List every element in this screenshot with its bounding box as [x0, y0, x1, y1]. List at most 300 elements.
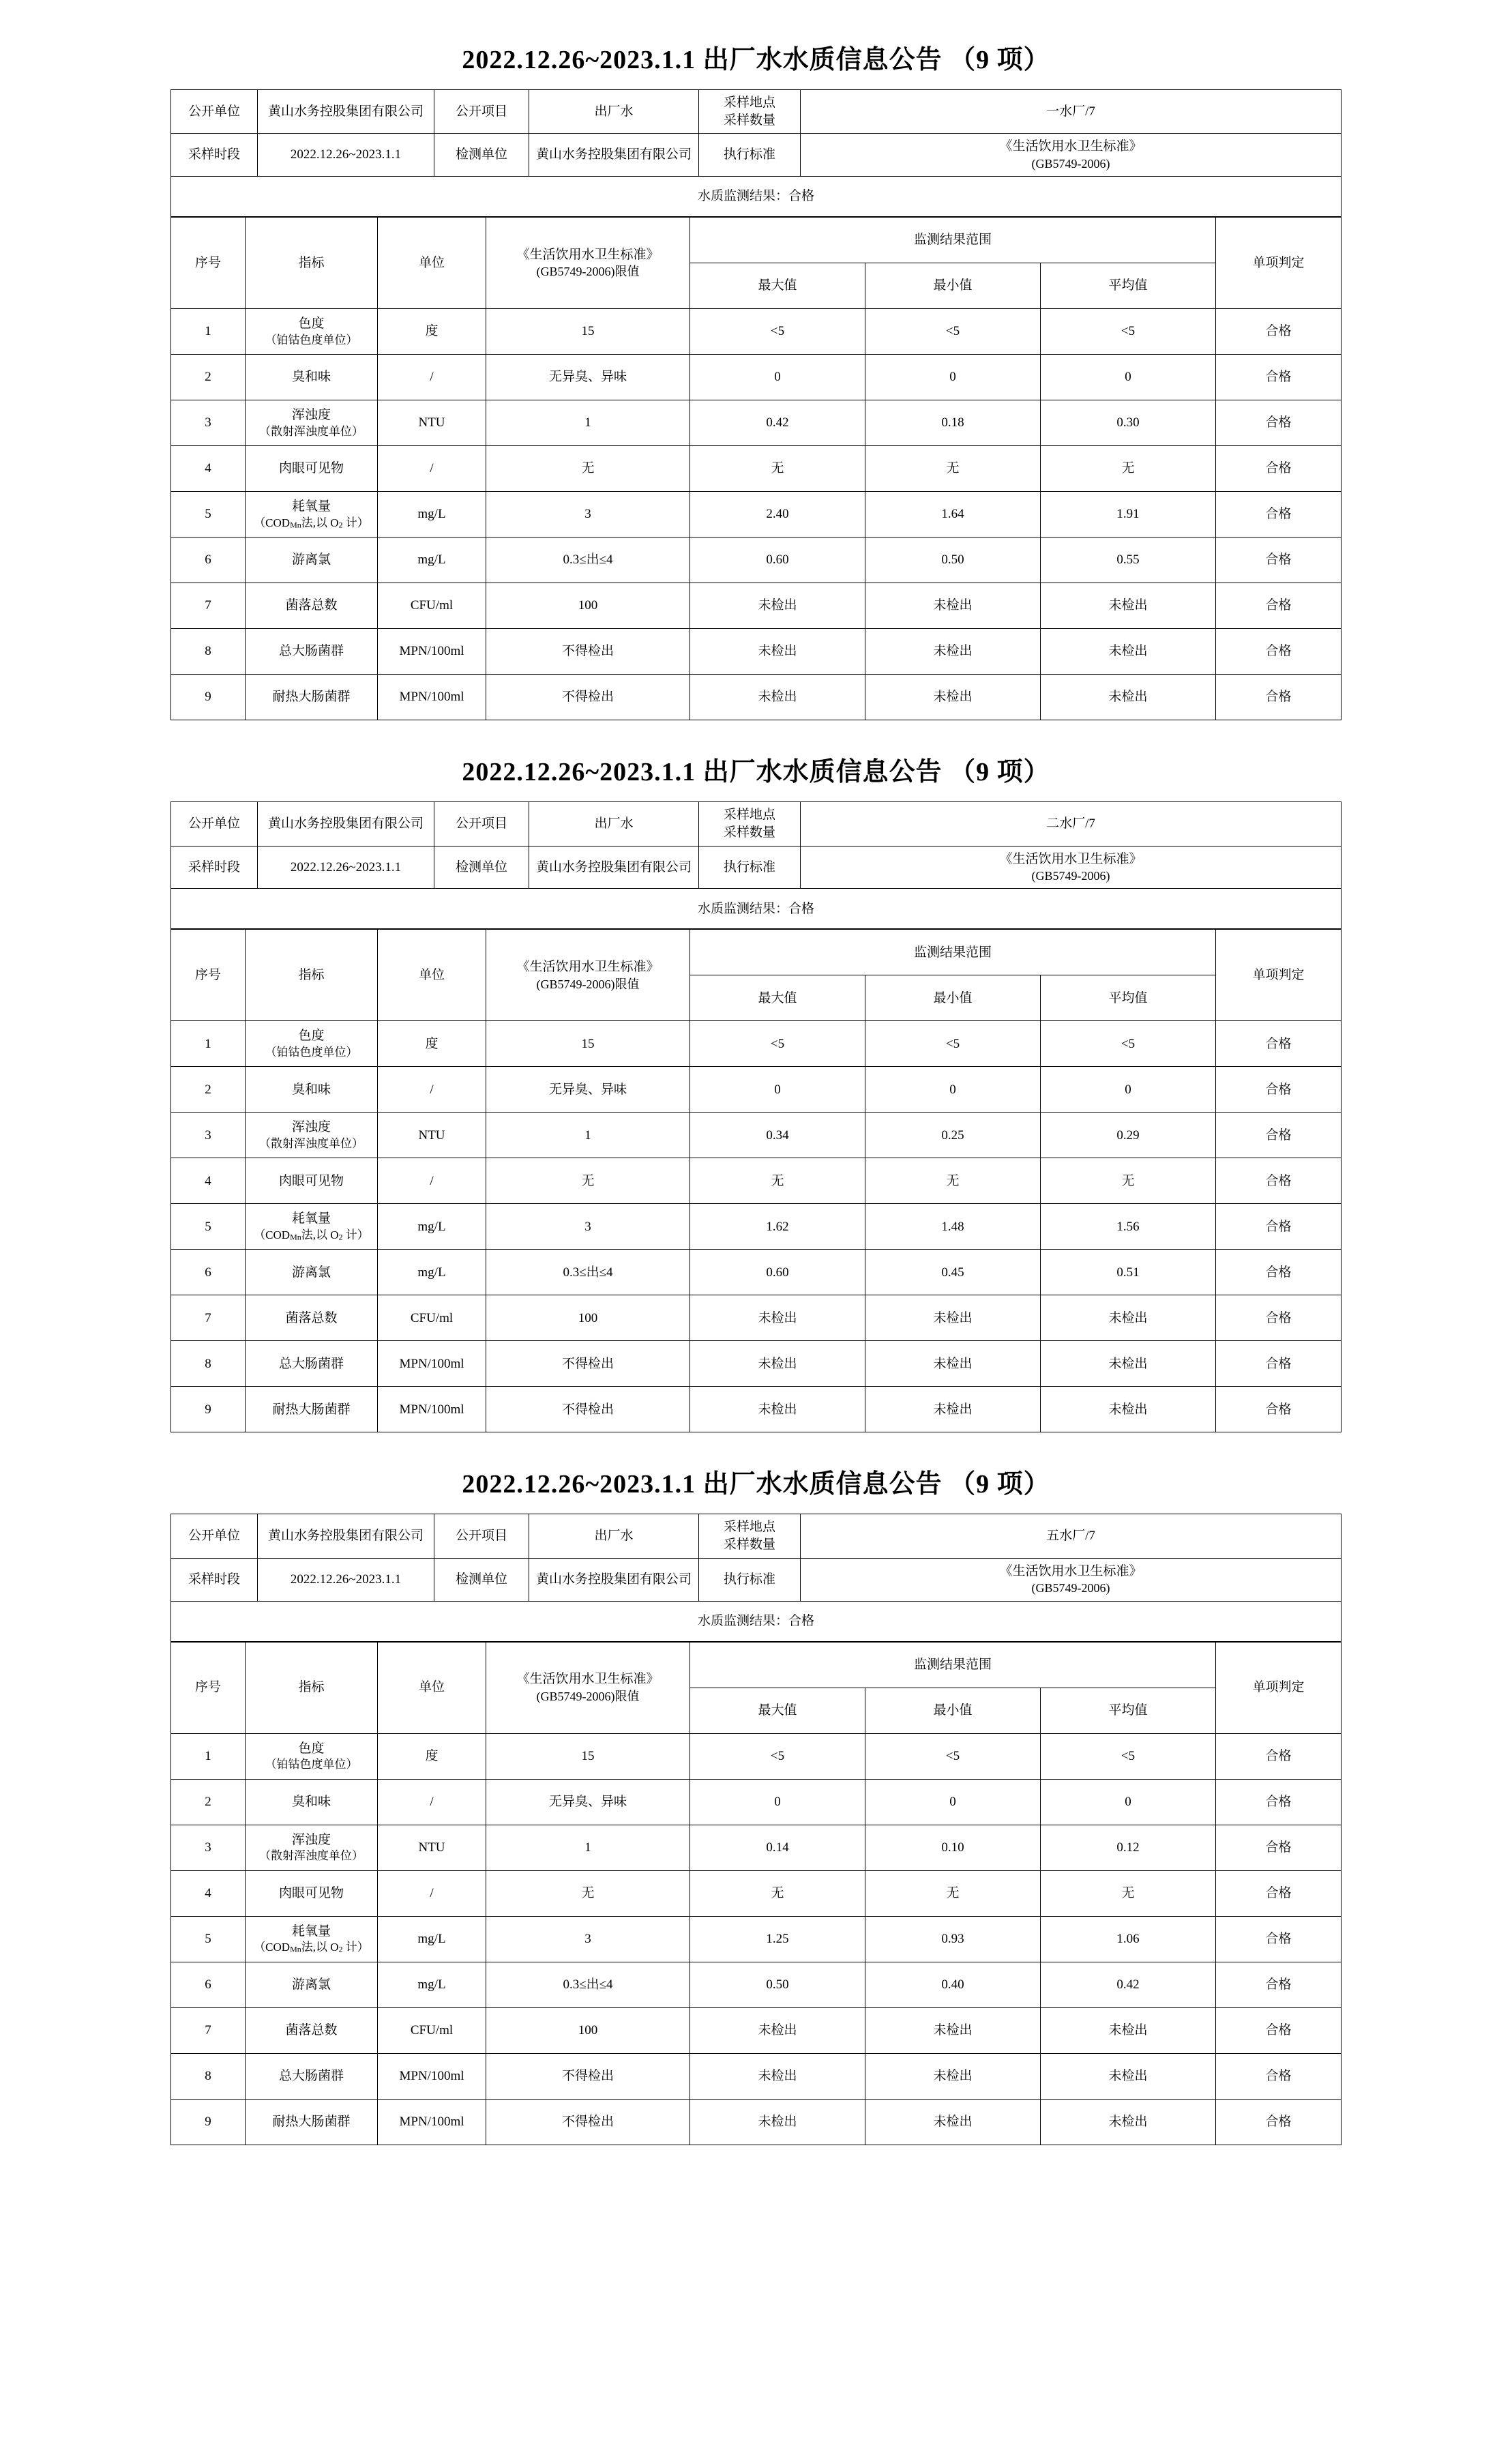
- cell-min: 1.64: [865, 492, 1041, 538]
- value-standard: [801, 846, 1341, 889]
- label-sampling-period: 采样时段: [171, 134, 258, 177]
- cell-avg: 未检出: [1041, 1341, 1216, 1387]
- standard-code: (GB5749-2006): [1031, 1581, 1110, 1595]
- label-public-unit: 公开单位: [171, 1514, 258, 1558]
- cell-unit: NTU: [378, 1113, 486, 1158]
- cell-max: 0.60: [690, 538, 865, 583]
- cell-indicator: [246, 1067, 378, 1113]
- standard-name: 《生活饮用水卫生标准》: [999, 139, 1142, 154]
- cell-avg: <5: [1041, 309, 1216, 355]
- cell-unit: mg/L: [378, 492, 486, 538]
- cell-no: 4: [171, 1158, 246, 1204]
- table-row: [171, 802, 1341, 846]
- header-max: 最大值: [690, 975, 865, 1021]
- cell-min: 未检出: [865, 1387, 1041, 1432]
- cell-avg: 未检出: [1041, 1387, 1216, 1432]
- cell-unit: MPN/100ml: [378, 1341, 486, 1387]
- header-limit-line1: 《生活饮用水卫生标准》: [516, 959, 659, 974]
- table-row: [171, 1870, 1341, 1916]
- cell-no: 3: [171, 1113, 246, 1158]
- label-public-project: 公开项目: [434, 90, 529, 134]
- cell-indicator: [246, 583, 378, 629]
- standard-code: (GB5749-2006): [1031, 869, 1110, 883]
- cell-indicator: [246, 2007, 378, 2053]
- cell-limit: 不得检出: [486, 2053, 690, 2099]
- cell-unit: MPN/100ml: [378, 629, 486, 675]
- cell-judgement: 合格: [1216, 1067, 1341, 1113]
- cell-indicator: [246, 1113, 378, 1158]
- cell-min: 0.93: [865, 1916, 1041, 1962]
- indicator-note: （CODMn法,以 O2 计）: [254, 1940, 369, 1954]
- cell-limit: 不得检出: [486, 1387, 690, 1432]
- table-row: [171, 538, 1341, 583]
- cell-min: 未检出: [865, 1295, 1041, 1341]
- cell-unit: NTU: [378, 400, 486, 446]
- table-row: [171, 90, 1341, 134]
- cell-indicator: [246, 1825, 378, 1870]
- cell-avg: <5: [1041, 1021, 1216, 1067]
- cell-avg: 0.12: [1041, 1825, 1216, 1870]
- cell-indicator: [246, 492, 378, 538]
- cell-judgement: 合格: [1216, 675, 1341, 720]
- label-sampling-site: [699, 802, 801, 846]
- table-row: [171, 1962, 1341, 2007]
- indicator-name: 色度: [298, 316, 325, 332]
- table-row: [171, 2007, 1341, 2053]
- cell-limit: 无异臭、异味: [486, 355, 690, 400]
- label-sampling-site: [699, 90, 801, 134]
- label-sampling-count-line2: 采样数量: [723, 825, 775, 840]
- indicator-name: 耗氧量: [291, 1211, 331, 1226]
- cell-indicator: [246, 400, 378, 446]
- page-title: 2022.12.26~2023.1.1 出厂水水质信息公告 （9 项）: [462, 46, 1050, 74]
- cell-unit: 度: [378, 1021, 486, 1067]
- cell-max: 1.62: [690, 1204, 865, 1250]
- cell-indicator: [246, 1341, 378, 1387]
- table-row: [171, 492, 1341, 538]
- cell-min: 1.48: [865, 1204, 1041, 1250]
- table-header-row: [171, 930, 1341, 975]
- table-row: [171, 1021, 1341, 1067]
- indicator-name: 游离氯: [291, 1265, 331, 1280]
- cell-indicator: [246, 446, 378, 492]
- cell-max: 未检出: [690, 2099, 865, 2145]
- cell-indicator: [246, 2053, 378, 2099]
- report-info-table: [171, 89, 1341, 217]
- cell-no: 6: [171, 538, 246, 583]
- cell-no: 2: [171, 1779, 246, 1825]
- cell-limit: 100: [486, 583, 690, 629]
- cell-no: 3: [171, 400, 246, 446]
- cell-min: 未检出: [865, 2099, 1041, 2145]
- table-row: [171, 1916, 1341, 1962]
- cell-judgement: 合格: [1216, 1158, 1341, 1204]
- cell-no: 4: [171, 1870, 246, 1916]
- indicator-name: 菌落总数: [285, 2022, 338, 2037]
- header-limit-line2: (GB5749-2006)限值: [536, 265, 640, 279]
- table-row: [171, 1295, 1341, 1341]
- standard-code: (GB5749-2006): [1031, 156, 1110, 171]
- value-standard: [801, 1558, 1341, 1601]
- cell-indicator: [246, 1916, 378, 1962]
- cell-judgement: 合格: [1216, 446, 1341, 492]
- cell-unit: mg/L: [378, 1204, 486, 1250]
- indicator-name: 菌落总数: [285, 598, 338, 613]
- header-unit: 单位: [378, 930, 486, 1021]
- value-sampling-period: 2022.12.26~2023.1.1: [258, 846, 434, 889]
- cell-min: 0: [865, 355, 1041, 400]
- header-min: 最小值: [865, 263, 1041, 309]
- cell-min: 无: [865, 1158, 1041, 1204]
- cell-unit: MPN/100ml: [378, 2053, 486, 2099]
- cell-no: 8: [171, 1341, 246, 1387]
- cell-max: 未检出: [690, 583, 865, 629]
- cell-indicator: [246, 1387, 378, 1432]
- cell-avg: 0.42: [1041, 1962, 1216, 2007]
- label-public-unit: 公开单位: [171, 90, 258, 134]
- cell-limit: 3: [486, 1916, 690, 1962]
- table-row: [171, 1733, 1341, 1779]
- cell-min: 未检出: [865, 629, 1041, 675]
- cell-no: 5: [171, 492, 246, 538]
- cell-judgement: 合格: [1216, 400, 1341, 446]
- header-indicator: 指标: [246, 930, 378, 1021]
- cell-avg: 1.56: [1041, 1204, 1216, 1250]
- header-result-range: 监测结果范围: [690, 218, 1216, 263]
- header-avg: 平均值: [1041, 1688, 1216, 1733]
- value-public-unit: 黄山水务控股集团有限公司: [258, 1514, 434, 1558]
- report-info-table: [171, 801, 1341, 929]
- cell-judgement: 合格: [1216, 1295, 1341, 1341]
- cell-no: 7: [171, 2007, 246, 2053]
- table-row: [171, 400, 1341, 446]
- cell-indicator: [246, 355, 378, 400]
- cell-min: 0.10: [865, 1825, 1041, 1870]
- cell-max: 未检出: [690, 1387, 865, 1432]
- header-limit-line1: 《生活饮用水卫生标准》: [516, 1672, 659, 1687]
- indicator-note: （散射浑浊度单位）: [259, 1849, 364, 1862]
- cell-min: <5: [865, 309, 1041, 355]
- cell-limit: 3: [486, 492, 690, 538]
- cell-indicator: [246, 538, 378, 583]
- table-row: [171, 309, 1341, 355]
- header-judgement: 单项判定: [1216, 1642, 1341, 1733]
- cell-no: 8: [171, 2053, 246, 2099]
- table-row: [171, 1113, 1341, 1158]
- cell-no: 9: [171, 2099, 246, 2145]
- conclusion-text: 水质监测结果：合格: [171, 177, 1341, 217]
- cell-no: 9: [171, 675, 246, 720]
- header-max: 最大值: [690, 1688, 865, 1733]
- cell-avg: 未检出: [1041, 675, 1216, 720]
- cell-judgement: 合格: [1216, 309, 1341, 355]
- header-no: 序号: [171, 1642, 246, 1733]
- standard-name: 《生活饮用水卫生标准》: [999, 1563, 1142, 1578]
- cell-indicator: [246, 1295, 378, 1341]
- value-sampling-site: 一水厂/7: [801, 90, 1341, 134]
- cell-unit: /: [378, 446, 486, 492]
- indicator-name: 浑浊度: [291, 1832, 331, 1847]
- cell-judgement: 合格: [1216, 1733, 1341, 1779]
- indicator-name: 肉眼可见物: [278, 1173, 344, 1188]
- cell-no: 6: [171, 1962, 246, 2007]
- cell-limit: 15: [486, 1021, 690, 1067]
- water-quality-report: [171, 38, 1341, 720]
- value-public-unit: 黄山水务控股集团有限公司: [258, 802, 434, 846]
- cell-avg: 0: [1041, 355, 1216, 400]
- cell-max: 2.40: [690, 492, 865, 538]
- table-row: [171, 675, 1341, 720]
- cell-max: 无: [690, 446, 865, 492]
- table-row: [171, 629, 1341, 675]
- cell-limit: 15: [486, 1733, 690, 1779]
- label-sampling-count-line2: 采样数量: [723, 1537, 775, 1552]
- indicator-name: 色度: [298, 1029, 325, 1044]
- label-testing-unit: 检测单位: [434, 1558, 529, 1601]
- cell-judgement: 合格: [1216, 629, 1341, 675]
- cell-indicator: [246, 1870, 378, 1916]
- table-row: [171, 1387, 1341, 1432]
- cell-avg: 无: [1041, 1158, 1216, 1204]
- cell-max: 未检出: [690, 629, 865, 675]
- cell-avg: 无: [1041, 1870, 1216, 1916]
- cell-indicator: [246, 1779, 378, 1825]
- cell-max: 0.60: [690, 1250, 865, 1295]
- cell-judgement: 合格: [1216, 1825, 1341, 1870]
- cell-unit: mg/L: [378, 1250, 486, 1295]
- label-standard: 执行标准: [699, 1558, 801, 1601]
- cell-avg: 未检出: [1041, 629, 1216, 675]
- cell-unit: /: [378, 355, 486, 400]
- cell-max: 未检出: [690, 1341, 865, 1387]
- cell-indicator: [246, 1158, 378, 1204]
- cell-max: <5: [690, 1733, 865, 1779]
- label-sampling-count-line2: 采样数量: [723, 113, 775, 128]
- cell-judgement: 合格: [1216, 492, 1341, 538]
- conclusion-text: 水质监测结果：合格: [171, 889, 1341, 929]
- indicator-name: 耐热大肠菌群: [272, 690, 351, 705]
- cell-limit: 无: [486, 1158, 690, 1204]
- cell-no: 7: [171, 583, 246, 629]
- cell-avg: 0: [1041, 1779, 1216, 1825]
- cell-min: 0.40: [865, 1962, 1041, 2007]
- header-limit: [486, 930, 690, 1021]
- cell-max: 0.14: [690, 1825, 865, 1870]
- table-row: [171, 889, 1341, 929]
- table-row: [171, 846, 1341, 889]
- cell-indicator: [246, 2099, 378, 2145]
- cell-no: 5: [171, 1204, 246, 1250]
- label-testing-unit: 检测单位: [434, 134, 529, 177]
- cell-judgement: 合格: [1216, 1962, 1341, 2007]
- cell-no: 4: [171, 446, 246, 492]
- cell-judgement: 合格: [1216, 1916, 1341, 1962]
- cell-avg: 0.29: [1041, 1113, 1216, 1158]
- cell-limit: 3: [486, 1204, 690, 1250]
- indicator-name: 总大肠菌群: [278, 644, 344, 659]
- header-result-range: 监测结果范围: [690, 930, 1216, 975]
- header-unit: 单位: [378, 1642, 486, 1733]
- cell-min: 0.45: [865, 1250, 1041, 1295]
- cell-limit: 0.3≤出≤4: [486, 1250, 690, 1295]
- cell-no: 1: [171, 1021, 246, 1067]
- label-public-unit: 公开单位: [171, 802, 258, 846]
- cell-avg: 0: [1041, 1067, 1216, 1113]
- table-row: [171, 134, 1341, 177]
- table-row: [171, 1067, 1341, 1113]
- cell-no: 8: [171, 629, 246, 675]
- header-limit-line2: (GB5749-2006)限值: [536, 1689, 640, 1703]
- cell-unit: mg/L: [378, 1962, 486, 2007]
- cell-unit: /: [378, 1870, 486, 1916]
- cell-indicator: [246, 309, 378, 355]
- cell-indicator: [246, 629, 378, 675]
- indicator-name: 游离氯: [291, 1977, 331, 1992]
- indicator-name: 总大肠菌群: [278, 1356, 344, 1371]
- cell-avg: <5: [1041, 1733, 1216, 1779]
- cell-avg: 未检出: [1041, 1295, 1216, 1341]
- label-sampling-site: [699, 1514, 801, 1558]
- cell-max: 未检出: [690, 2007, 865, 2053]
- header-judgement: 单项判定: [1216, 218, 1341, 309]
- cell-max: 0.50: [690, 1962, 865, 2007]
- cell-unit: /: [378, 1158, 486, 1204]
- value-testing-unit: 黄山水务控股集团有限公司: [529, 134, 699, 177]
- cell-limit: 1: [486, 1825, 690, 1870]
- cell-limit: 无: [486, 446, 690, 492]
- indicator-note: （散射浑浊度单位）: [259, 1136, 364, 1150]
- header-min: 最小值: [865, 975, 1041, 1021]
- label-sampling-period: 采样时段: [171, 1558, 258, 1601]
- cell-min: 0: [865, 1067, 1041, 1113]
- table-row: [171, 355, 1341, 400]
- cell-limit: 不得检出: [486, 1341, 690, 1387]
- header-no: 序号: [171, 930, 246, 1021]
- cell-indicator: [246, 1962, 378, 2007]
- cell-max: 0: [690, 355, 865, 400]
- standard-name: 《生活饮用水卫生标准》: [999, 851, 1142, 866]
- header-no: 序号: [171, 218, 246, 309]
- cell-unit: MPN/100ml: [378, 2099, 486, 2145]
- indicator-name: 浑浊度: [291, 408, 331, 423]
- cell-judgement: 合格: [1216, 1341, 1341, 1387]
- cell-max: 无: [690, 1158, 865, 1204]
- cell-min: 0.25: [865, 1113, 1041, 1158]
- indicator-name: 臭和味: [291, 370, 331, 385]
- indicator-note: （CODMn法,以 O2 计）: [254, 1228, 369, 1242]
- table-row: [171, 1158, 1341, 1204]
- value-testing-unit: 黄山水务控股集团有限公司: [529, 846, 699, 889]
- cell-max: <5: [690, 1021, 865, 1067]
- header-result-range: 监测结果范围: [690, 1642, 1216, 1688]
- cell-max: 1.25: [690, 1916, 865, 1962]
- cell-no: 6: [171, 1250, 246, 1295]
- cell-unit: 度: [378, 1733, 486, 1779]
- cell-limit: 无异臭、异味: [486, 1779, 690, 1825]
- cell-no: 7: [171, 1295, 246, 1341]
- cell-unit: NTU: [378, 1825, 486, 1870]
- cell-avg: 1.06: [1041, 1916, 1216, 1962]
- cell-judgement: 合格: [1216, 1021, 1341, 1067]
- cell-judgement: 合格: [1216, 1250, 1341, 1295]
- label-standard: 执行标准: [699, 134, 801, 177]
- cell-no: 2: [171, 1067, 246, 1113]
- header-limit: [486, 218, 690, 309]
- table-row: [171, 1514, 1341, 1558]
- cell-avg: 0.55: [1041, 538, 1216, 583]
- results-table: [171, 929, 1341, 1432]
- cell-min: 无: [865, 1870, 1041, 1916]
- cell-unit: MPN/100ml: [378, 1387, 486, 1432]
- cell-max: 无: [690, 1870, 865, 1916]
- cell-avg: 1.91: [1041, 492, 1216, 538]
- header-indicator: 指标: [246, 218, 378, 309]
- cell-no: 2: [171, 355, 246, 400]
- cell-limit: 不得检出: [486, 675, 690, 720]
- cell-max: 0.42: [690, 400, 865, 446]
- label-standard: 执行标准: [699, 846, 801, 889]
- cell-min: 无: [865, 446, 1041, 492]
- cell-unit: CFU/ml: [378, 2007, 486, 2053]
- report-info-table: [171, 1514, 1341, 1641]
- table-row: [171, 1825, 1341, 1870]
- table-row: [171, 446, 1341, 492]
- cell-no: 3: [171, 1825, 246, 1870]
- cell-avg: 未检出: [1041, 583, 1216, 629]
- cell-min: 未检出: [865, 1341, 1041, 1387]
- table-row: [171, 177, 1341, 217]
- indicator-note: （散射浑浊度单位）: [259, 424, 364, 438]
- header-limit: [486, 1642, 690, 1733]
- indicator-name: 色度: [298, 1741, 325, 1756]
- cell-avg: 无: [1041, 446, 1216, 492]
- cell-min: 未检出: [865, 2053, 1041, 2099]
- indicator-name: 耗氧量: [291, 1924, 331, 1939]
- value-standard: [801, 134, 1341, 177]
- cell-indicator: [246, 675, 378, 720]
- cell-judgement: 合格: [1216, 2053, 1341, 2099]
- table-row: [171, 2053, 1341, 2099]
- header-limit-line1: 《生活饮用水卫生标准》: [516, 247, 659, 262]
- cell-limit: 1: [486, 1113, 690, 1158]
- indicator-name: 臭和味: [291, 1794, 331, 1809]
- page-title: 2022.12.26~2023.1.1 出厂水水质信息公告 （9 项）: [462, 758, 1050, 787]
- cell-judgement: 合格: [1216, 1113, 1341, 1158]
- table-row: [171, 1601, 1341, 1641]
- reports-container: [171, 38, 1341, 2145]
- value-public-project: 出厂水: [529, 1514, 699, 1558]
- cell-indicator: [246, 1733, 378, 1779]
- cell-judgement: 合格: [1216, 538, 1341, 583]
- cell-no: 1: [171, 309, 246, 355]
- indicator-note: （铂钴色度单位）: [265, 1757, 358, 1771]
- cell-limit: 无: [486, 1870, 690, 1916]
- label-public-project: 公开项目: [434, 1514, 529, 1558]
- indicator-name: 耐热大肠菌群: [272, 1402, 351, 1417]
- cell-judgement: 合格: [1216, 2007, 1341, 2053]
- cell-min: <5: [865, 1021, 1041, 1067]
- cell-min: 未检出: [865, 2007, 1041, 2053]
- cell-limit: 1: [486, 400, 690, 446]
- header-avg: 平均值: [1041, 263, 1216, 309]
- header-max: 最大值: [690, 263, 865, 309]
- table-row: [171, 1779, 1341, 1825]
- cell-avg: 0.30: [1041, 400, 1216, 446]
- cell-limit: 不得检出: [486, 2099, 690, 2145]
- header-min: 最小值: [865, 1688, 1041, 1733]
- cell-indicator: [246, 1250, 378, 1295]
- value-public-unit: 黄山水务控股集团有限公司: [258, 90, 434, 134]
